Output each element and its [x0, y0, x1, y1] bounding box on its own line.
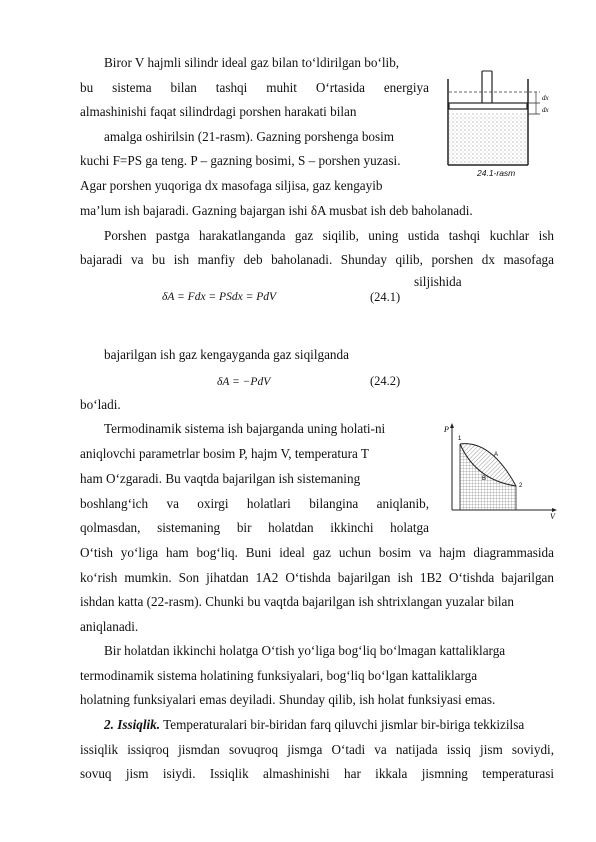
text-line: sovuq jism isiydi. Issiqlik almashinishi har ikkala jismning temperaturasi	[80, 766, 554, 781]
text-line: boshlang‘ich va oxirgi holatlari bilangina aniqlanib,	[80, 496, 429, 511]
text-line: bu sistema bilan tashqi muhit O‘rtasida energiya	[80, 80, 429, 95]
text-line: ma’lum ish bajaradi. Gazning bajargan ishi δA musbat ish deb baholanadi.	[80, 203, 473, 218]
text-line: holatning funksiyalari emas deyiladi. Shunday qilib, ish holat funksiyasi emas.	[80, 692, 496, 707]
text-line: Termodinamik sistema ish bajarganda uning holati-ni	[104, 421, 386, 436]
equation-number: (24.2)	[370, 374, 401, 388]
text-line: Porshen pastga harakatlanganda gaz siqilib, uning ustida tashqi kuchlar ish	[104, 228, 554, 243]
point-b-label: B	[482, 476, 487, 482]
text-line: termodinamik sistema holatining funksiyalari, bog‘liq bo‘lgan kattaliklarga	[80, 668, 478, 683]
text-line: ko‘rish mumkin. Son jihatdan 1A2 O‘tishda bajarilgan ish 1B2 O‘tishda bajarilgan	[80, 570, 554, 585]
text-line: Bir holatdan ikkinchi holatga O‘tish yo‘liga bog‘liq bo‘lmagan kattaliklarga	[104, 643, 506, 658]
formula-24-2: δA = −PdV	[217, 376, 271, 388]
text-line: aniqlovchi parametrlar bosim P, hajm V, temperatura T	[80, 446, 369, 461]
text-line: aniqlanadi.	[80, 619, 139, 634]
text-line: amalga oshirilsin (21-rasm). Gazning porshenga bosim	[104, 129, 395, 144]
text-line	[104, 717, 524, 733]
text-line: issiqlik issiqroq jismdan sovuqroq jismga O‘tadi va natijada issiq jism soviydi,	[80, 742, 554, 757]
figure-caption: 24.1-rasm	[477, 168, 516, 178]
dx-label: dx	[542, 94, 549, 102]
equation-number: (24.1)	[370, 290, 401, 304]
text-line: ishdan katta (22-rasm). Chunki bu vaqtda bajarilgan ish shtrixlangan yuzalar bilan	[80, 594, 514, 609]
text-line: kuchi F=PS ga teng. P – gazning bosimi, S – porshen yuzasi.	[80, 153, 401, 168]
point-2-label: 2	[519, 483, 523, 489]
point-1-label: 1	[458, 436, 462, 442]
text-line: ham O‘zgaradi. Bu vaqtda bajarilgan ish sistemaning	[80, 471, 361, 486]
text-line: Agar porshen yuqoriga dx masofaga siljisa, gaz kengayib	[80, 178, 383, 193]
text-span: Temperaturalari bir-biridan farq qiluvchi jismlar bir-biriga tekkizilsa	[160, 717, 525, 732]
pv-diagram	[436, 420, 566, 520]
text-line: bajaradi va bu ish manfiy deb baholanadi. Shunday qilib, porshen dx masofaga	[80, 252, 554, 267]
dx-label: dx	[542, 106, 549, 114]
text-line: almashinishi faqat silindrdagi porshen harakati bilan	[80, 104, 357, 119]
text-line: siljishida	[414, 274, 462, 289]
cylinder-figure	[436, 65, 566, 177]
v-axis-label: V	[550, 512, 555, 520]
text-line: Biror V hajmli silindr ideal gaz bilan to‘ldirilgan bo‘lib,	[104, 55, 400, 70]
text-line: O‘tish yo‘liga ham bog‘liq. Buni ideal gaz uchun bosim va hajm diagrammasida	[80, 545, 554, 560]
text-line: bo‘ladi.	[80, 397, 121, 412]
text-line: qolmasdan, sistemaning bir holatdan ikkinchi holatga	[80, 520, 429, 535]
formula-24-1: δA = Fdx = PSdx = PdV	[162, 291, 277, 303]
p-axis-label: P	[444, 425, 449, 434]
text-line: bajarilgan ish gaz kengayganda gaz siqilganda	[104, 347, 349, 362]
section-heading: 2. Issiqlik.	[104, 717, 161, 732]
point-a-label: A	[494, 452, 499, 458]
